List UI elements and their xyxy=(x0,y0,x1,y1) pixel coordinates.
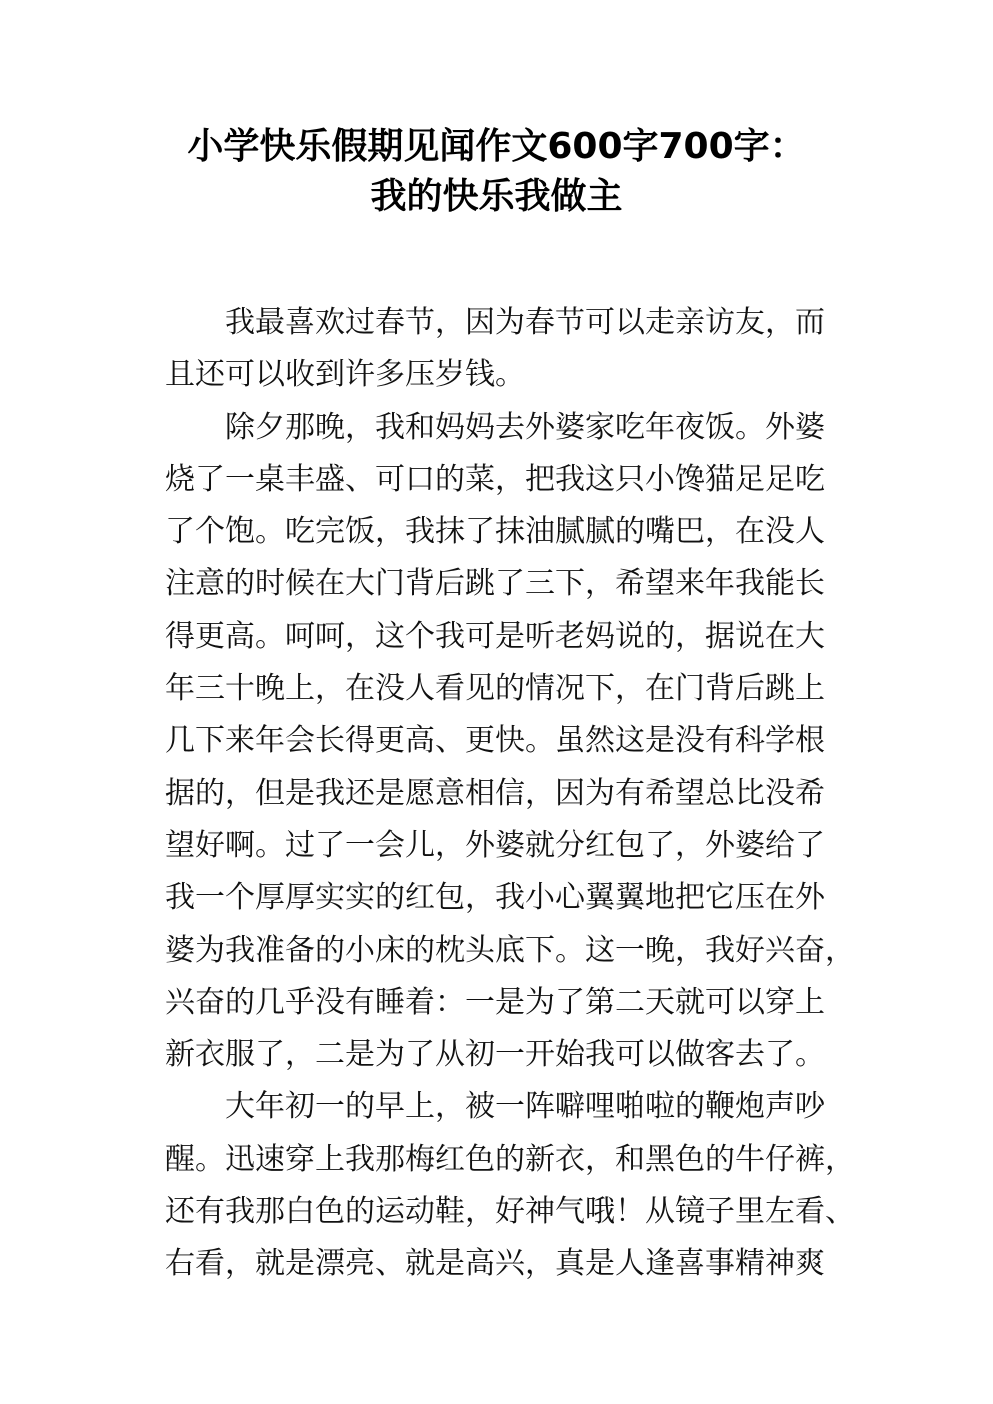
paragraph-line: 我一个厚厚实实的红包，我小心翼翼地把它压在外 xyxy=(165,880,825,916)
document-body xyxy=(165,297,855,1291)
title-line-1: 小学快乐假期见闻作文600字700字： xyxy=(187,126,806,167)
paragraph-line: 还有我那白色的运动鞋，好神气哦！从镜子里左看、 xyxy=(165,1194,855,1230)
paragraph-line: 大年初一的早上，被一阵噼哩啪啦的鞭炮声吵 xyxy=(225,1089,825,1125)
title-line-2: 我的快乐我做主 xyxy=(370,176,623,217)
paragraph-line: 烧了一桌丰盛、可口的菜，把我这只小馋猫足足吃 xyxy=(165,461,825,497)
paragraph-line: 且还可以收到许多压岁钱。 xyxy=(165,357,525,393)
paragraph-line: 望好啊。过了一会儿，外婆就分红包了，外婆给了 xyxy=(165,827,825,863)
paragraph-line: 右看，就是漂亮、就是高兴，真是人逢喜事精神爽 xyxy=(165,1246,825,1282)
paragraph-line: 据的，但是我还是愿意相信，因为有希望总比没希 xyxy=(165,775,825,811)
paragraph-line: 婆为我准备的小床的枕头底下。这一晚，我好兴奋， xyxy=(165,932,855,968)
paragraph-line: 年三十晚上，在没人看见的情况下，在门背后跳上 xyxy=(165,671,825,707)
paragraph-line: 醒。迅速穿上我那梅红色的新衣，和黑色的牛仔裤， xyxy=(165,1141,855,1177)
paragraph-line: 注意的时候在大门背后跳了三下，希望来年我能长 xyxy=(165,566,825,602)
paragraph-line: 兴奋的几乎没有睡着：一是为了第二天就可以穿上 xyxy=(165,984,825,1020)
paragraph-line: 新衣服了，二是为了从初一开始我可以做客去了。 xyxy=(165,1037,825,1073)
paragraph-line: 了个饱。吃完饭，我抹了抹油腻腻的嘴巴，在没人 xyxy=(165,514,825,550)
paragraph-line: 我最喜欢过春节，因为春节可以走亲访友，而 xyxy=(225,305,825,340)
paragraph-line: 得更高。呵呵，这个我可是听老妈说的，据说在大 xyxy=(165,618,825,654)
document-title xyxy=(120,122,873,222)
paragraph-line: 除夕那晚，我和妈妈去外婆家吃年夜饭。外婆 xyxy=(225,409,825,445)
paragraph-line: 几下来年会长得更高、更快。虽然这是没有科学根 xyxy=(165,723,825,759)
